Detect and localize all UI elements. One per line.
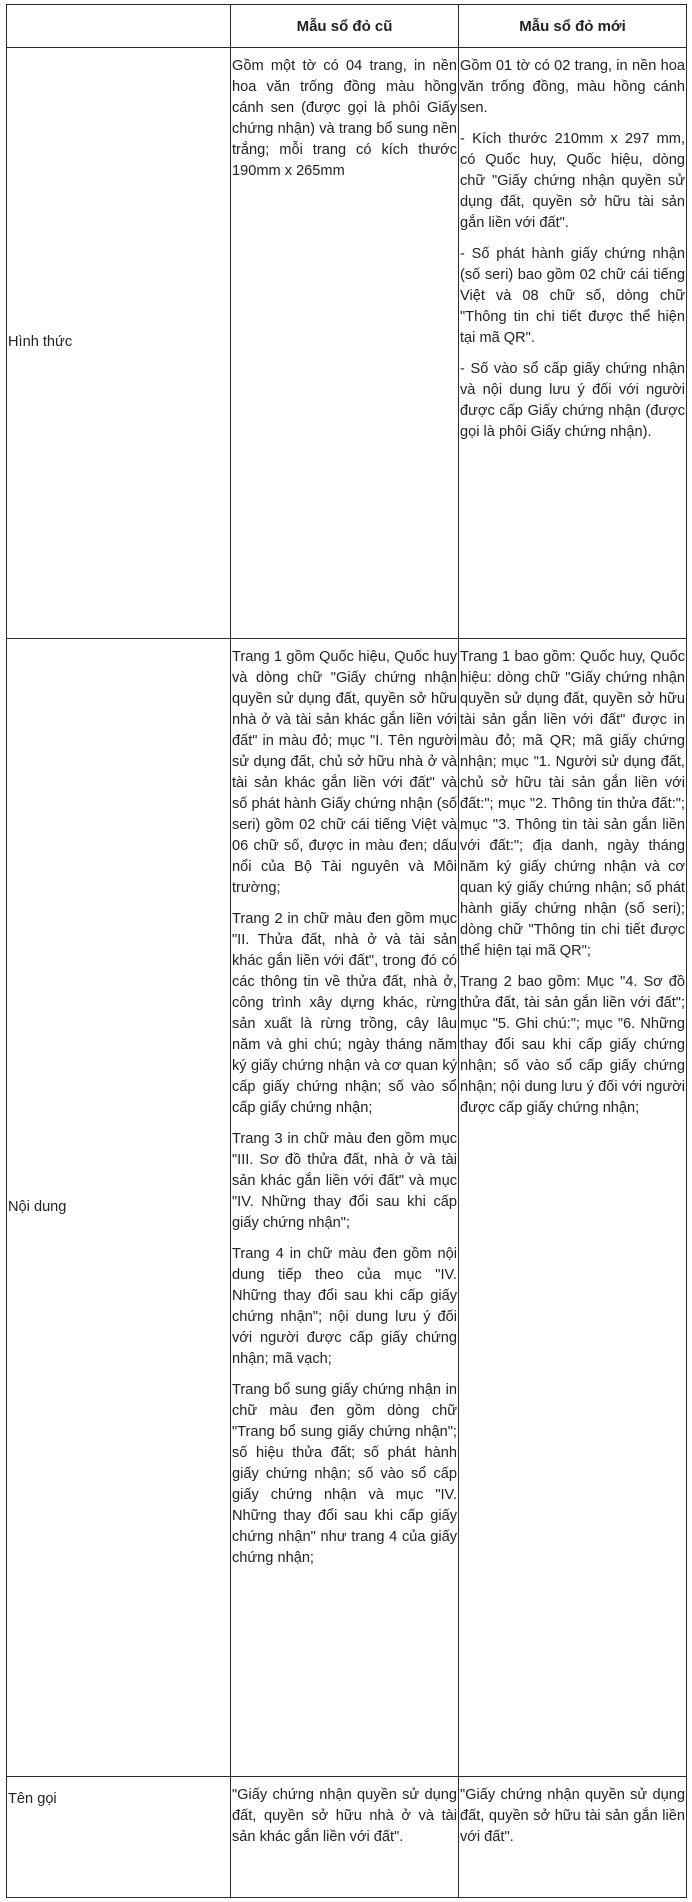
header-empty-cell [7, 5, 231, 48]
new-form-paragraph: - Kích thước 210mm x 297 mm, có Quốc huy, Quốc hiệu, dòng chữ "Giấy chứng nhận quyền sử dụng đất, quyền sở hữu tài sản gắn liền với đất". [460, 131, 685, 231]
new-form-paragraph: - Số vào sổ cấp giấy chứng nhận và nội dung lưu ý đối với người được cấp Giấy chứng nhận (được gọi là phôi Giấy chứng nhận). [460, 361, 685, 440]
new-name-paragraph: "Giấy chứng nhận quyền sử dụng đất, quyền sở hữu tài sản gắn liền với đất". [460, 1786, 685, 1845]
old-form-paragraph: Gồm một tờ có 04 trang, in nền hoa văn trống đồng màu hồng cánh sen (được gọi là phôi Giấy chứng nhận) và trang bổ sung nền trắng; mỗi trang có kích thước 190mm x 265mm [232, 58, 457, 179]
new-form-paragraph: - Số phát hành giấy chứng nhận (số seri) bao gồm 02 chữ cái tiếng Việt và 08 chữ số, dòng chữ "Thông tin chi tiết được thể hiện tại mã QR". [460, 246, 685, 346]
new-form-paragraph: Gồm 01 tờ có 02 trang, in nền hoa văn trống đồng, màu hồng cánh sen. [460, 58, 685, 116]
comparison-table [6, 4, 687, 1898]
old-name-paragraph: "Giấy chứng nhận quyền sử dụng đất, quyền sở hữu nhà ở và tài sản khác gắn liền với đất". [232, 1786, 457, 1845]
row-label-name: Tên gọi [7, 1776, 231, 1897]
old-content-paragraph: Trang bổ sung giấy chứng nhận in chữ màu đen gồm dòng chữ "Trang bổ sung giấy chứng nhận"; số hiệu thửa đất; số phát hành giấy chứng nhận; số vào sổ cấp giấy chứng nhận và mục "IV. Những thay đổi sau khi cấp giấy chứng nhận" như trang 4 của giấy chứng nhận; [232, 1381, 457, 1566]
new-content-cell [459, 638, 687, 1776]
new-name-cell [459, 1776, 687, 1897]
old-content-paragraph: Trang 4 in chữ màu đen gồm nội dung tiếp theo của mục "IV. Những thay đổi sau khi cấp giấy chứng nhận"; nội dung lưu ý đối với người được cấp giấy chứng nhận; mã vạch; [232, 1245, 457, 1367]
old-content-paragraph: Trang 2 in chữ màu đen gồm mục "II. Thửa đất, nhà ở và tài sản khác gắn liền với đất", trong đó có các thông tin về thửa đất, nhà ở, công trình xây dựng khác, rừng sản xuất là rừng trồng, cây lâu năm và ghi chú; ngày tháng năm ký giấy chứng nhận và cơ quan ký cấp giấy chứng nhận; số vào sổ cấp giấy chứng nhận; [232, 910, 457, 1116]
table-row-name [7, 1776, 687, 1897]
table-row-form [7, 48, 687, 639]
header-old-form: Mẫu sổ đỏ cũ [231, 5, 459, 48]
header-new-form: Mẫu sổ đỏ mới [459, 5, 687, 48]
new-form-cell [459, 48, 687, 639]
row-label-content: Nội dung [7, 638, 231, 1776]
table-row-content [7, 638, 687, 1776]
old-content-cell [231, 638, 459, 1776]
new-content-paragraph: Trang 1 bao gồm: Quốc huy, Quốc hiệu: dòng chữ "Giấy chứng nhận quyền sử dụng đất, quyền sở hữu tài sản gắn liền với đất" được in màu đỏ; mã QR; mã giấy chứng nhận; mục "1. Người sử dụng đất, chủ sở hữu tài sản gắn liền với đất:"; mục "2. Thông tin thửa đất:"; mục "3. Thông tin tài sản gắn liền với đất:"; địa danh, ngày tháng năm ký giấy chứng nhận và cơ quan ký giấy chứng nhận; số phát hành giấy chứng nhận (số seri); dòng chữ "Thông tin chi tiết được thể hiện tại mã QR"; [460, 648, 685, 959]
old-name-cell [231, 1776, 459, 1897]
old-form-cell [231, 48, 459, 639]
old-content-paragraph: Trang 1 gồm Quốc hiệu, Quốc huy và dòng chữ "Giấy chứng nhận quyền sử dụng đất, quyền sở hữu nhà ở và tài sản khác gắn liền với đất" in màu đỏ; mục "I. Tên người sử dụng đất, chủ sở hữu nhà ở và tài sản khác gắn liền với đất" và số phát hành Giấy chứng nhận (số seri) gồm 02 chữ cái tiếng Việt và 06 chữ số, được in màu đen; dấu nổi của Bộ Tài nguyên và Môi trường; [232, 648, 457, 896]
old-content-paragraph: Trang 3 in chữ màu đen gồm mục "III. Sơ đồ thửa đất, nhà ở và tài sản khác gắn liền với đất" và mục "IV. Những thay đổi sau khi cấp giấy chứng nhận"; [232, 1130, 457, 1231]
table-header-row [7, 5, 687, 48]
row-label-form: Hình thức [7, 48, 231, 639]
new-content-paragraph: Trang 2 bao gồm: Mục "4. Sơ đồ thửa đất, tài sản gắn liền với đất"; mục "5. Ghi chú:"; mục "6. Những thay đổi sau khi cấp giấy chứng nhận; số vào sổ cấp giấy chứng nhận; nội dung lưu ý đối với người được cấp giấy chứng nhận; [460, 973, 685, 1116]
